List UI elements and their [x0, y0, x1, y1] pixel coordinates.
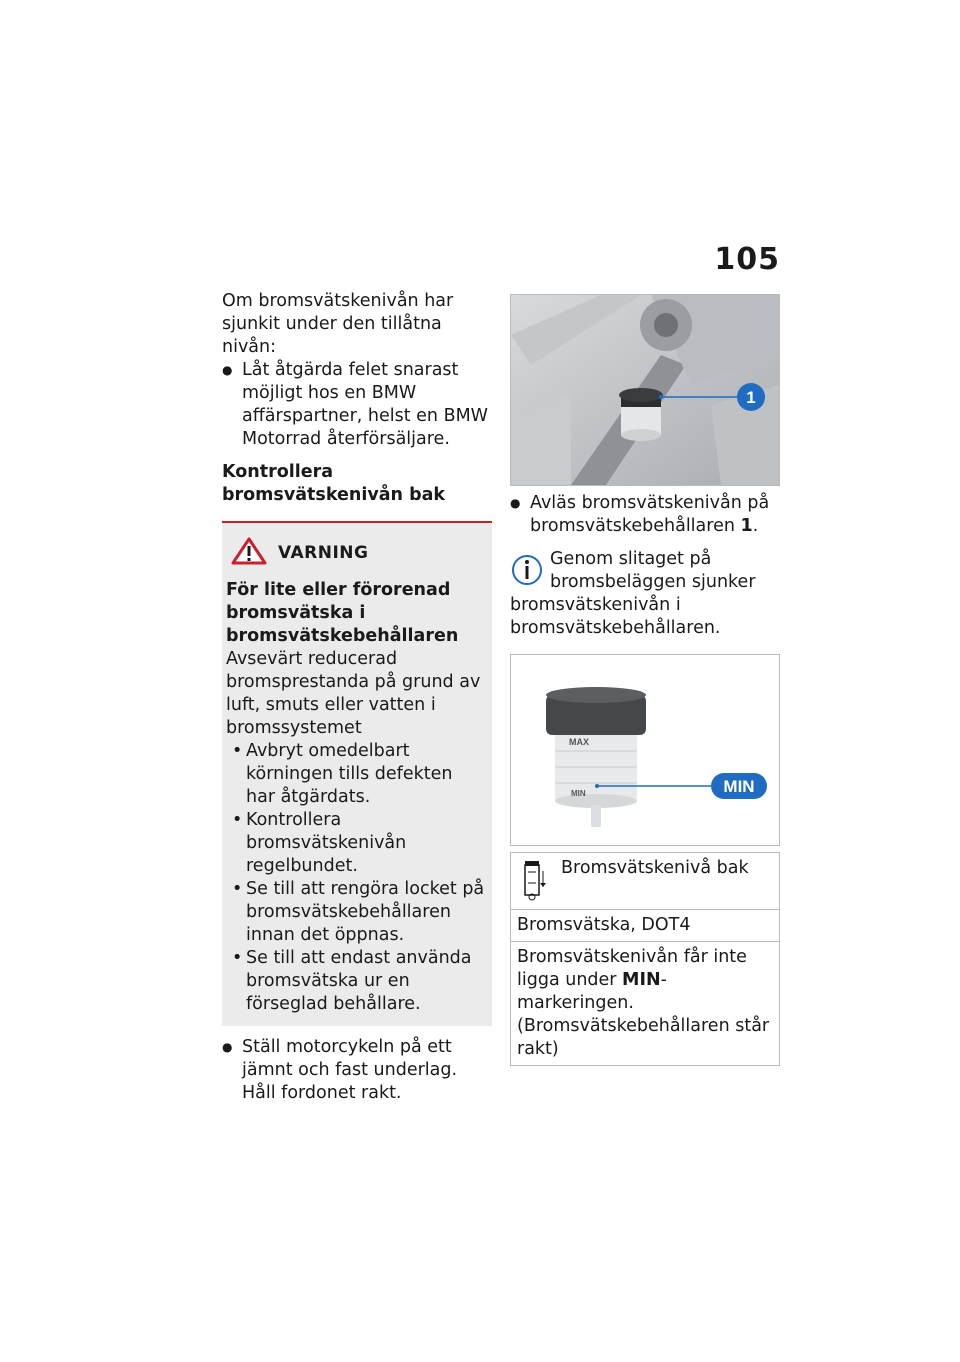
table-row [511, 853, 780, 910]
page-number: 105 [714, 242, 780, 277]
step-bullet: ● Ställ motorcykeln på ett jämnt och fast underlag. Håll fordonet rakt. [222, 1036, 492, 1105]
min-label: MIN [571, 789, 586, 798]
min-callout: MIN [723, 777, 755, 796]
warning-item: • Se till att endast använda bromsvätska ur en förseglad behållare. [226, 947, 486, 1016]
spec-note-prefix: Bromsvätskenivån får inte ligga under [517, 947, 747, 990]
warning-item: • Kontrollera bromsvätskenivån regelbundet. [226, 809, 486, 878]
spec-note-bold: MIN [622, 970, 661, 990]
info-text: Genom slitaget på bromsbeläggen sjunker bromsvätskenivån i bromsvätskebehållaren. [510, 549, 756, 638]
read-level-text: Avläs bromsvätskenivån på bromsvätskebehållaren [530, 493, 770, 536]
warning-item: • Se till att rengöra locket på bromsvätskebehållaren innan det öppnas. [226, 878, 486, 947]
spec-title-cell [511, 853, 780, 910]
fluid-level-icon [517, 857, 551, 901]
warning-text: Avsevärt reducerad bromsprestanda på grund av luft, smuts eller vatten i bromssystemet [226, 649, 481, 738]
right-column [510, 294, 780, 1066]
table-row [511, 910, 780, 942]
callout-number: 1 [746, 388, 756, 407]
left-column [222, 290, 492, 1105]
spec-table [510, 852, 780, 1066]
warning-title: VARNING [278, 543, 369, 563]
warning-triangle-icon [230, 537, 268, 569]
info-icon [510, 548, 544, 592]
spec-title: Bromsvätskenivå bak [561, 858, 749, 878]
spec-note-suffix: -markeringen. (Bromsvätskebehållaren står rakt) [517, 970, 770, 1059]
spec-fluid: Bromsvätska, DOT4 [511, 910, 780, 942]
section-heading: Kontrollera bromsvätskenivån bak [222, 462, 446, 505]
reservoir-diagram [510, 654, 780, 846]
warning-subtitle: För lite eller förorenad bromsvätska i bromsvätskebehållaren [226, 580, 459, 646]
read-level-ref: 1 [740, 516, 753, 536]
intro-bullet: ● Låt åtgärda felet snarast möjligt hos en BMW affärspartner, helst en BMW Motorrad återförsäljare. [222, 359, 492, 451]
read-level-bullet: ● Avläs bromsvätskenivån på bromsvätskebehållaren 1. [510, 492, 780, 538]
warning-item: • Avbryt omedelbart körningen tills defekten har åtgärdats. [226, 740, 486, 809]
max-label: MAX [569, 737, 589, 747]
intro-text: Om bromsvätskenivån har sjunkit under den tillåtna nivån: [222, 291, 454, 357]
spec-note [511, 942, 780, 1066]
table-row [511, 942, 780, 1066]
info-note [510, 548, 780, 640]
warning-box [222, 521, 492, 1026]
reservoir-location-photo [510, 294, 780, 486]
